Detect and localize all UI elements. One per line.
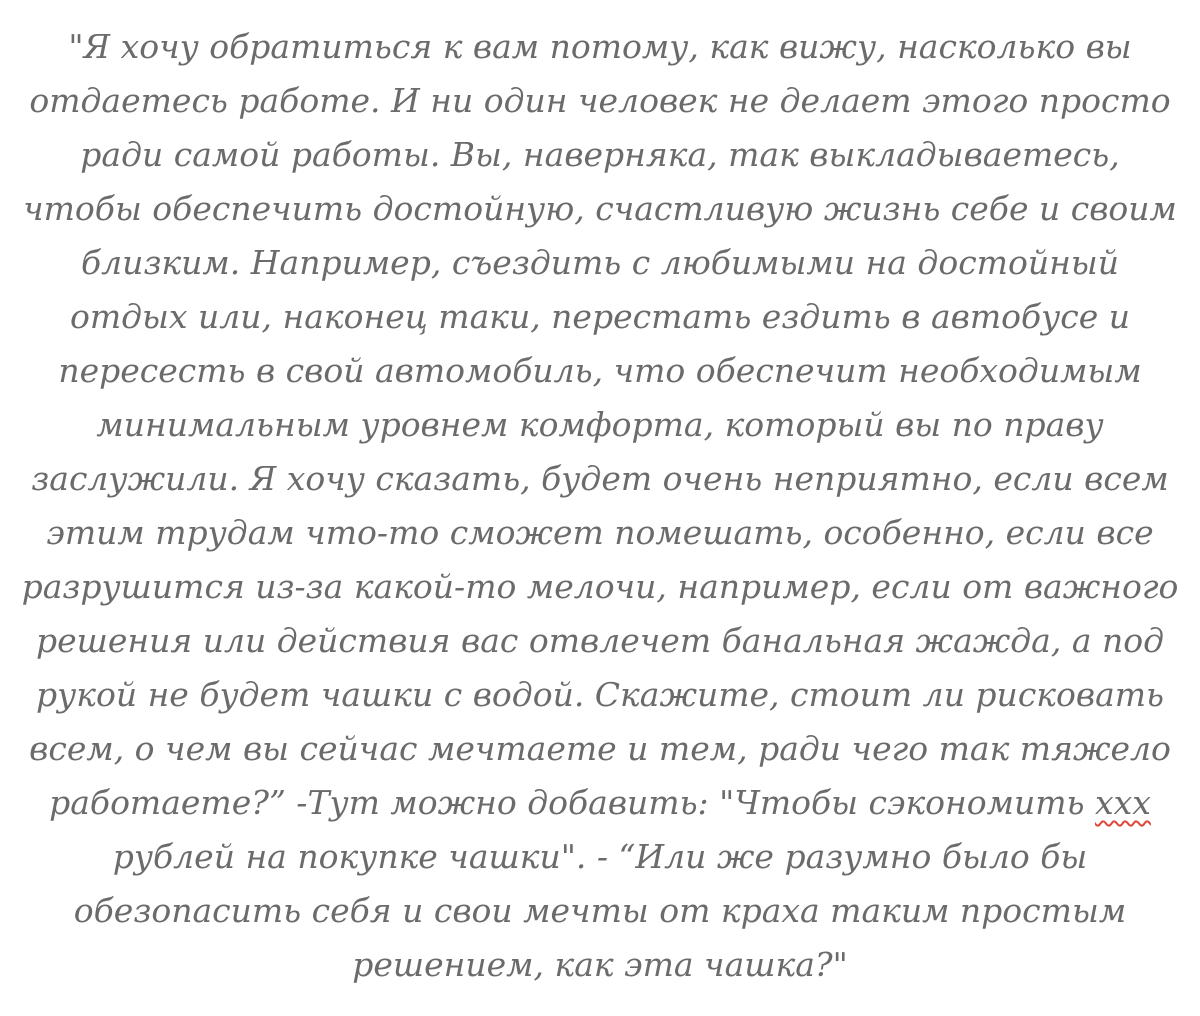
- text-line: рублей на покупке чашки". - “Или же разумно было бы: [112, 837, 1088, 876]
- text-segment: работаете?” -Тут можно добавить: "Чтобы сэкономить: [49, 783, 1096, 822]
- text-line: решения или действия вас отвлечет банальная жажда, а под: [35, 621, 1165, 660]
- text-line: отдых или, наконец таки, перестать ездить в автобусе и: [69, 297, 1131, 336]
- text-line: пересесть в свой автомобиль, что обеспечит необходимым: [58, 351, 1142, 390]
- misspelled-word[interactable]: ххх: [1095, 783, 1151, 822]
- text-line-with-spellcheck: [0, 776, 1200, 830]
- text-line: разрушится из-за какой-то мелочи, например, если от важного: [21, 567, 1179, 606]
- text-line: заслужили. Я хочу сказать, будет очень неприятно, если всем: [31, 459, 1169, 498]
- text-line: рукой не будет чашки с водой. Скажите, стоит ли рисковать: [35, 675, 1165, 714]
- text-line: обезопасить себя и свои мечты от краха таким простым: [73, 891, 1127, 930]
- text-line: чтобы обеспечить достойную, счастливую жизнь себе и своим: [23, 189, 1177, 228]
- quote-text-block: [0, 20, 1200, 992]
- text-line: минимальным уровнем комфорта, который вы по праву: [96, 405, 1104, 444]
- text-line: "Я хочу обратиться к вам потому, как вижу, насколько вы: [68, 27, 1132, 66]
- text-line: решением, как эта чашка?": [352, 945, 848, 984]
- text-line: отдаетесь работе. И ни один человек не делает этого просто: [29, 81, 1171, 120]
- text-line: ради самой работы. Вы, наверняка, так выкладываетесь,: [80, 135, 1120, 174]
- text-line: этим трудам что-то сможет помешать, особенно, если все: [46, 513, 1154, 552]
- text-line: близким. Например, съездить с любимыми на достойный: [81, 243, 1119, 282]
- text-line: всем, о чем вы сейчас мечтаете и тем, ради чего так тяжело: [29, 729, 1171, 768]
